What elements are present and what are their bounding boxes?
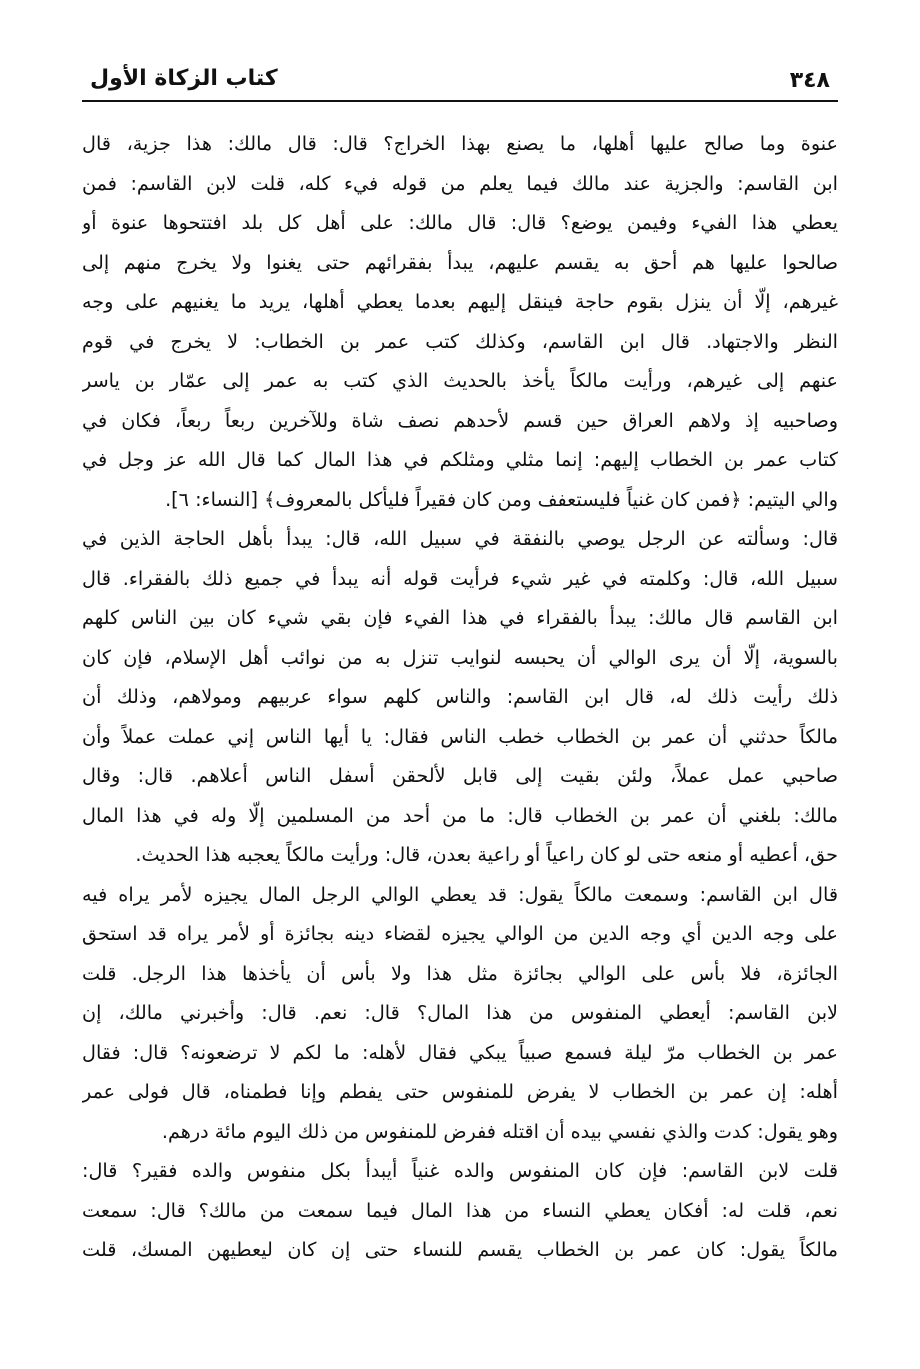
text-line: ذلك رأيت ذلك له، قال ابن القاسم: والناس كلهم سواء عربيهم ومولاهم، وذلك أن <box>82 685 838 708</box>
text-line: ابن القاسم قال مالك: يبدأ بالفقراء في هذا الفيء فإن بقي شيء كان بين الناس كلهم <box>82 606 838 629</box>
text-line: والي اليتيم: ﴿فمن كان غنياً فليستعفف ومن كان فقيراً فليأكل بالمعروف﴾ [النساء: ٦]. <box>165 487 838 511</box>
text-line: الجائزة، فلا بأس على الوالي بجائزة مثل هذا ولا بأس أن يأخذها هذا الرجل. قلت <box>82 961 838 985</box>
page-header <box>82 62 838 102</box>
running-title: كتاب الزكاة الأول <box>90 66 278 91</box>
text-line: حق، أعطيه أو منعه حتى لو كان راعياً أو راعية بعدن، قال: ورأيت مالكاً يعجبه هذا الحديث. <box>135 843 838 866</box>
body-text <box>82 124 838 1270</box>
text-line: قال ابن القاسم: وسمعت مالكاً يقول: قد يعطي الوالي الرجل المال يجيزه لأمر يراه فيه <box>82 882 838 906</box>
text-line: عنهم إلى غيرهم، ورأيت مالكاً يأخذ بالحديث الذي كتب به عمر إلى عمّار بن ياسر <box>82 369 838 392</box>
text-line: سبيل الله، قال: وكلمته في غير شيء فرأيت قوله أنه يبدأ في جميع ذلك بالفقراء. قال <box>82 566 838 590</box>
text-line: مالكاً يقول: كان عمر بن الخطاب يقسم للنساء حتى إن كان ليعطيهن المسك، قلت <box>82 1238 838 1261</box>
text-line: على وجه الدين أي وجه الدين من الوالي يجيزه لقضاء دينه بجائزة أو لأمر يراه قد استحق <box>82 922 838 945</box>
header-divider <box>82 100 838 102</box>
text-line: لابن القاسم: أيعطي المنفوس من هذا المال؟ قال: نعم. قال: وأخبرني مالك، إن <box>82 1001 838 1024</box>
text-line: يعطي هذا الفيء وفيمن يوضع؟ قال: قال مالك: على أهل كل بلد افتتحوها عنوة أو <box>82 211 838 234</box>
text-line: النظر والاجتهاد. قال ابن القاسم، وكذلك كتب عمر بن الخطاب: لا يخرج في قوم <box>82 329 838 353</box>
text-line: أهله: إن عمر بن الخطاب لا يفرض للمنفوس حتى يفطم وإنا فطمناه، قال فولى عمر <box>82 1080 838 1103</box>
text-line: نعم، قلت له: أفكان يعطي النساء من هذا المال فيما سمعت من مالك؟ قال: سمعت <box>82 1198 838 1222</box>
text-line: كتاب عمر بن الخطاب إليهم: إنما مثلي ومثلكم في هذا المال كما قال الله عز وجل في <box>82 448 838 471</box>
text-line: عنوة وما صالح عليها أهلها، ما يصنع بهذا الخراج؟ قال: قال مالك: هذا جزية، قال <box>82 132 838 155</box>
page-number: ٣٤٨ <box>789 68 830 93</box>
text-line: مالك: بلغني أن عمر بن الخطاب قال: ما من أحد من المسلمين إلّا وله في هذا المال <box>82 803 838 827</box>
text-line: بالسوية، إلّا أن يرى الوالي أن يحبسه لنوايب تنزل به من نوائب أهل الإسلام، فإن كان <box>82 645 838 669</box>
text-line: مالكاً حدثني أن عمر بن الخطاب خطب الناس فقال: يا أيها الناس إني عملت عملاً وأن <box>82 724 838 748</box>
text-line: عمر بن الخطاب مرّ ليلة فسمع صبياً يبكي فقال لأهله: ما لكم لا ترضعونه؟ قال: فقال <box>82 1040 838 1064</box>
text-line: قال: وسألته عن الرجل يوصي بالنفقة في سبيل الله، قال: يبدأ بأهل الحاجة الذين في <box>82 527 838 550</box>
text-line: وهو يقول: كدت والذي نفسي بيده أن اقتله ففرض للمنفوس من ذلك اليوم مائة درهم. <box>161 1119 838 1143</box>
text-line: ابن القاسم: والجزية عند مالك فيما يعلم من قوله فيء كله، قلت لابن القاسم: فمن <box>82 171 838 195</box>
text-line: صالحوا عليها هم أحق به يقسم عليهم، يبدأ بفقرائهم حتى يغنوا ولا يخرج منهم إلى <box>82 250 838 274</box>
text-line: وصاحبيه إذ ولاهم العراق حين قسم لأحدهم نصف شاة وللآخرين ربعاً ربعاً، فكان في <box>82 408 838 432</box>
text-line: غيرهم، إلّا أن ينزل بقوم حاجة فينقل إليهم بعدما يعطي أهلها، يريد ما يغنيهم على وجه <box>82 290 838 313</box>
text-line: صاحبي عمل عملاً، ولئن بقيت إلى قابل لألحقن أسفل الناس أعلاهم. قال: وقال <box>82 764 838 787</box>
text-line: قلت لابن القاسم: فإن كان المنفوس والده غنياً أيبدأ بكل منفوس والده فقير؟ قال: <box>82 1159 838 1182</box>
